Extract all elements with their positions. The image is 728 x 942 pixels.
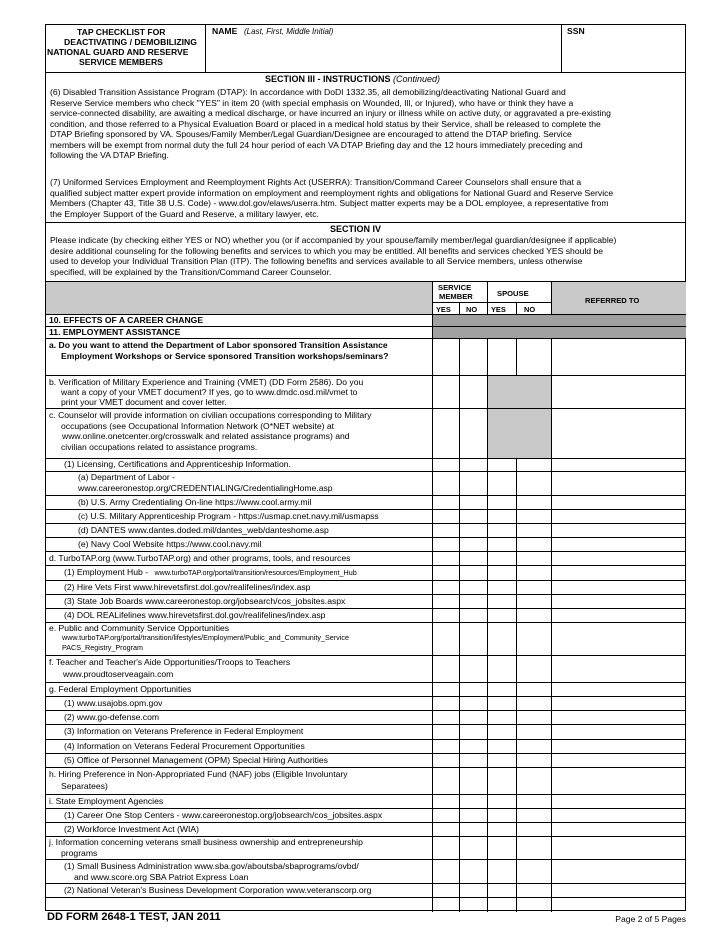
section-3-title (265, 74, 440, 85)
item-11e-line: e. Public and Community Service Opportunities (49, 623, 230, 633)
p6-line: Reserve Service members who check "YES" in item 20 (with special emphasis on Wounded, Ill, or Injured), who have or think they have a (50, 97, 574, 108)
item-11d-1 (64, 567, 357, 578)
item-11d-1-url: www.turboTAP.org/portal/transition/resources/Employment_Hub (154, 568, 357, 577)
form-title-line-3: NATIONAL GUARD AND RESERVE (47, 47, 189, 57)
item-11b (49, 377, 363, 408)
item-11j (49, 837, 363, 858)
item-11g-2: (2) www.go-defense.com (64, 712, 160, 722)
item-11g-3: (3) Information on Veterans Preference in Federal Employment (64, 726, 304, 736)
col-sp-no: NO (524, 305, 536, 314)
item-11f-line: f. Teacher and Teacher's Aide Opportunities/Troops to Teachers (49, 657, 291, 667)
item-11c-line: www.online.onetcenter.org/crosswalk and related assistance programs) and (62, 431, 350, 442)
header-shade-left (46, 282, 432, 314)
item-11g-5: (5) Office of Personnel Management (OPM) Special Hiring Authorities (64, 755, 328, 765)
item-11i-2: (2) Workforce Investment Act (WIA) (64, 824, 199, 834)
ssn-field[interactable] (562, 25, 686, 72)
item-11c-1e: (e) Navy Cool Website https://www.cool.navy.mil (78, 539, 262, 549)
col-referred-to: REFERRED TO (585, 296, 640, 305)
item-11c-1c: (c) U.S. Military Apprenticeship Program - https://usmap.cnet.navy.mil/usmapss (78, 511, 379, 521)
item-11i: i. State Employment Agencies (49, 796, 164, 806)
section-3-title-text: SECTION III - INSTRUCTIONS (265, 74, 391, 84)
col-service-member-2: MEMBER (439, 292, 473, 301)
item-11a (49, 340, 388, 361)
item-11d: d. TurboTAP.org (www.TurboTAP.org) and other programs, tools, and resources (49, 553, 351, 563)
col-service-member-1: SERVICE (438, 283, 472, 292)
name-hint: (Last, First, Middle Initial) (244, 27, 334, 36)
item-11j-1 (64, 861, 359, 882)
item-11h (49, 769, 348, 792)
intro-line: Please indicate (by checking either YES or NO) whether you (or if accompanied by your spouse/family member/legal guardian/designee if applicable) (50, 235, 617, 245)
item-11g-4: (4) Information on Veterans Federal Procurement Opportunities (64, 741, 305, 751)
item-11e-line: www.turboTAP.org/portal/transition/lifestyles/Employment/Public_and_Community_Service (62, 633, 349, 642)
section-3-title-cont: (Continued) (393, 74, 441, 84)
item-11c-1b: (b) U.S. Army Credentialing On-line https://www.cool.army.mil (78, 497, 312, 507)
item-11j-1-line: (1) Small Business Administration www.sba.gov/aboutsba/sbaprograms/ovbd/ (64, 861, 359, 871)
intro-line: specified, will be explained by the Transition/Command Career Counselor. (50, 266, 332, 277)
item-11e-line: PACS_Registry_Program (62, 643, 143, 652)
item-11j-line: j. Information concerning veterans small business ownership and entrepreneurship (49, 837, 363, 847)
item-11c-line: occupations (see Occupational Information Network (O*NET website) at (61, 420, 335, 431)
section-4-intro (50, 235, 682, 277)
form-title-line-4: SERVICE MEMBERS (79, 57, 163, 67)
item-11c-1a-line: www.careeronestop.org/CREDENTIALING/CredentialingHome.asp (78, 482, 333, 493)
p6-line: (6) Disabled Transition Assistance Program (DTAP): In accordance with DoDI 1332.35, all demobilizing/deactivating National Guard and (50, 87, 566, 97)
row-10-shade (433, 315, 686, 326)
item-11g: g. Federal Employment Opportunities (49, 684, 192, 694)
item-11f-line: www.proudtoserveagain.com (63, 668, 174, 679)
item-11j-1-line: and www.score.org SBA Patriot Express Loan (74, 871, 249, 882)
section-4-title: SECTION IV (330, 224, 382, 234)
rule (46, 72, 685, 73)
item-11b-line: want a copy of your VMET document? If yes, go to www.dmdc.osd.mil/vmet to (61, 387, 358, 398)
item-11f (49, 657, 290, 680)
item-11c-1a-line: (a) Department of Labor - (78, 472, 175, 482)
item-11c-1: (1) Licensing, Certifications and Apprenticeship Information. (64, 459, 291, 469)
p6-line: members will be exempt from normal duty the full 24 hour period of each VA DTAP Briefing day and the 12 hours immediately preceding and (50, 139, 583, 150)
p7-line: (7) Uniformed Services Employment and Reemployment Rights Act (USERRA): Transition/Command Career Counselors shall ensure that a (50, 177, 582, 187)
intro-line: used to develop your Individual Transition Plan (ITP). The following benefits and services available to all Service members, unless otherwise (50, 256, 583, 266)
item-11c-1a (78, 472, 333, 493)
item-11d-2: (2) Hire Vets First www.hirevetsfirst.dol.gov/realifelines/index.asp (64, 582, 311, 592)
p7-line: Members (Chapter 43, Title 38 U.S. Code) - www.dol.gov/elaws/userra.htm. Subject matter experts may be a DOL employee, a representative from (50, 198, 609, 208)
item-11d-4: (4) DOL REALifelines www.hirevetsfirst.dol.gov/realifelines/index.asp (64, 610, 326, 620)
item-11b-line: print your VMET document and cover letter. (61, 397, 227, 408)
intro-line: desire additional counseling for the following benefits and services to which you may be entitled. All benefits and services checked YES should be (50, 245, 604, 256)
item-10: 10. EFFECTS OF A CAREER CHANGE (49, 315, 204, 325)
col-sm-no: NO (466, 305, 478, 314)
p6-line: condition, and those referred to a Physical Evaluation Board or placed in a medical hold status by their Service, shall be released to complete the (50, 118, 601, 129)
form-id: DD FORM 2648-1 TEST, JAN 2011 (47, 911, 221, 923)
p6-line: service-connected disability, are awaiting a medical discharge, or have incurred an injury or illness while on active duty, or aggravated a pre-existing (50, 108, 611, 118)
col-sm-yes: YES (436, 305, 451, 314)
p6-line: following the VA DTAP Briefing. (50, 150, 169, 160)
item-11h-line: Separatees) (61, 780, 108, 791)
item-11h-line: h. Hiring Preference in Non-Appropriated Fund (NAF) jobs (Eligible Involuntary (49, 769, 348, 779)
form-title-line-2: DEACTIVATING / DEMOBILIZING (64, 37, 197, 47)
item-11c-line: c. Counselor will provide information on civilian occupations corresponding to Military (49, 410, 372, 420)
form-title-line-1: TAP CHECKLIST FOR (77, 27, 166, 37)
p7-line: the Employer Support of the Guard and Reserve, a military lawyer, etc. (50, 208, 319, 219)
item-11c-line: civilian occupations related to assistance programs. (61, 441, 258, 452)
item-11a-line: Employment Workshops or Service sponsored Transition workshops/seminars? (61, 350, 389, 361)
p7-line: qualified subject matter expert provide information on employment and reemployment rights and obligations for National Guard and Reserve Service (50, 187, 614, 198)
item-11b-line: b. Verification of Military Experience and Training (VMET) (DD Form 2586). Do you (49, 377, 364, 387)
item-11a-line: a. Do you want to attend the Department of Labor sponsored Transition Assistance (49, 340, 388, 350)
answer-grid[interactable] (433, 339, 686, 912)
col-sp-yes: YES (491, 305, 506, 314)
p6-line: DTAP Briefing sponsored by VA. Spouses/Family Member/Legal Guardian/Designee are encouraged to attend the DTAP briefing. Service (50, 129, 572, 139)
item-11d-3: (3) State Job Boards www.careeronestop.org/jobsearch/cos_jobsites.aspx (64, 596, 346, 606)
ssn-label: SSN (567, 26, 585, 36)
item-11j-2: (2) National Veteran's Business Development Corporation www.veteranscorp.org (64, 885, 372, 895)
item-11c-1d: (d) DANTES www.dantes.doded.mil/dantes_web/danteshome.asp (78, 525, 329, 535)
item-11j-line: programs (61, 847, 98, 858)
item-11g-1: (1) www.usajobs.opm.gov (64, 698, 163, 708)
section-3-paragraph-6 (50, 87, 682, 161)
item-11c (49, 410, 371, 452)
item-11i-1: (1) Career One Stop Centers - www.careeronestop.org/jobsearch/cos_jobsites.aspx (64, 810, 383, 820)
section-3-paragraph-7 (50, 177, 682, 219)
col-spouse: SPOUSE (497, 289, 529, 298)
row-11-shade (433, 327, 686, 338)
item-11d-1-label: (1) Employment Hub - (64, 567, 149, 577)
item-11: 11. EMPLOYMENT ASSISTANCE (49, 327, 181, 337)
form-page (45, 24, 686, 911)
page-number: Page 2 of 5 Pages (615, 914, 686, 924)
name-label: NAME (212, 26, 238, 36)
rule (46, 222, 685, 223)
item-11e (49, 623, 349, 653)
name-field[interactable] (206, 25, 561, 72)
